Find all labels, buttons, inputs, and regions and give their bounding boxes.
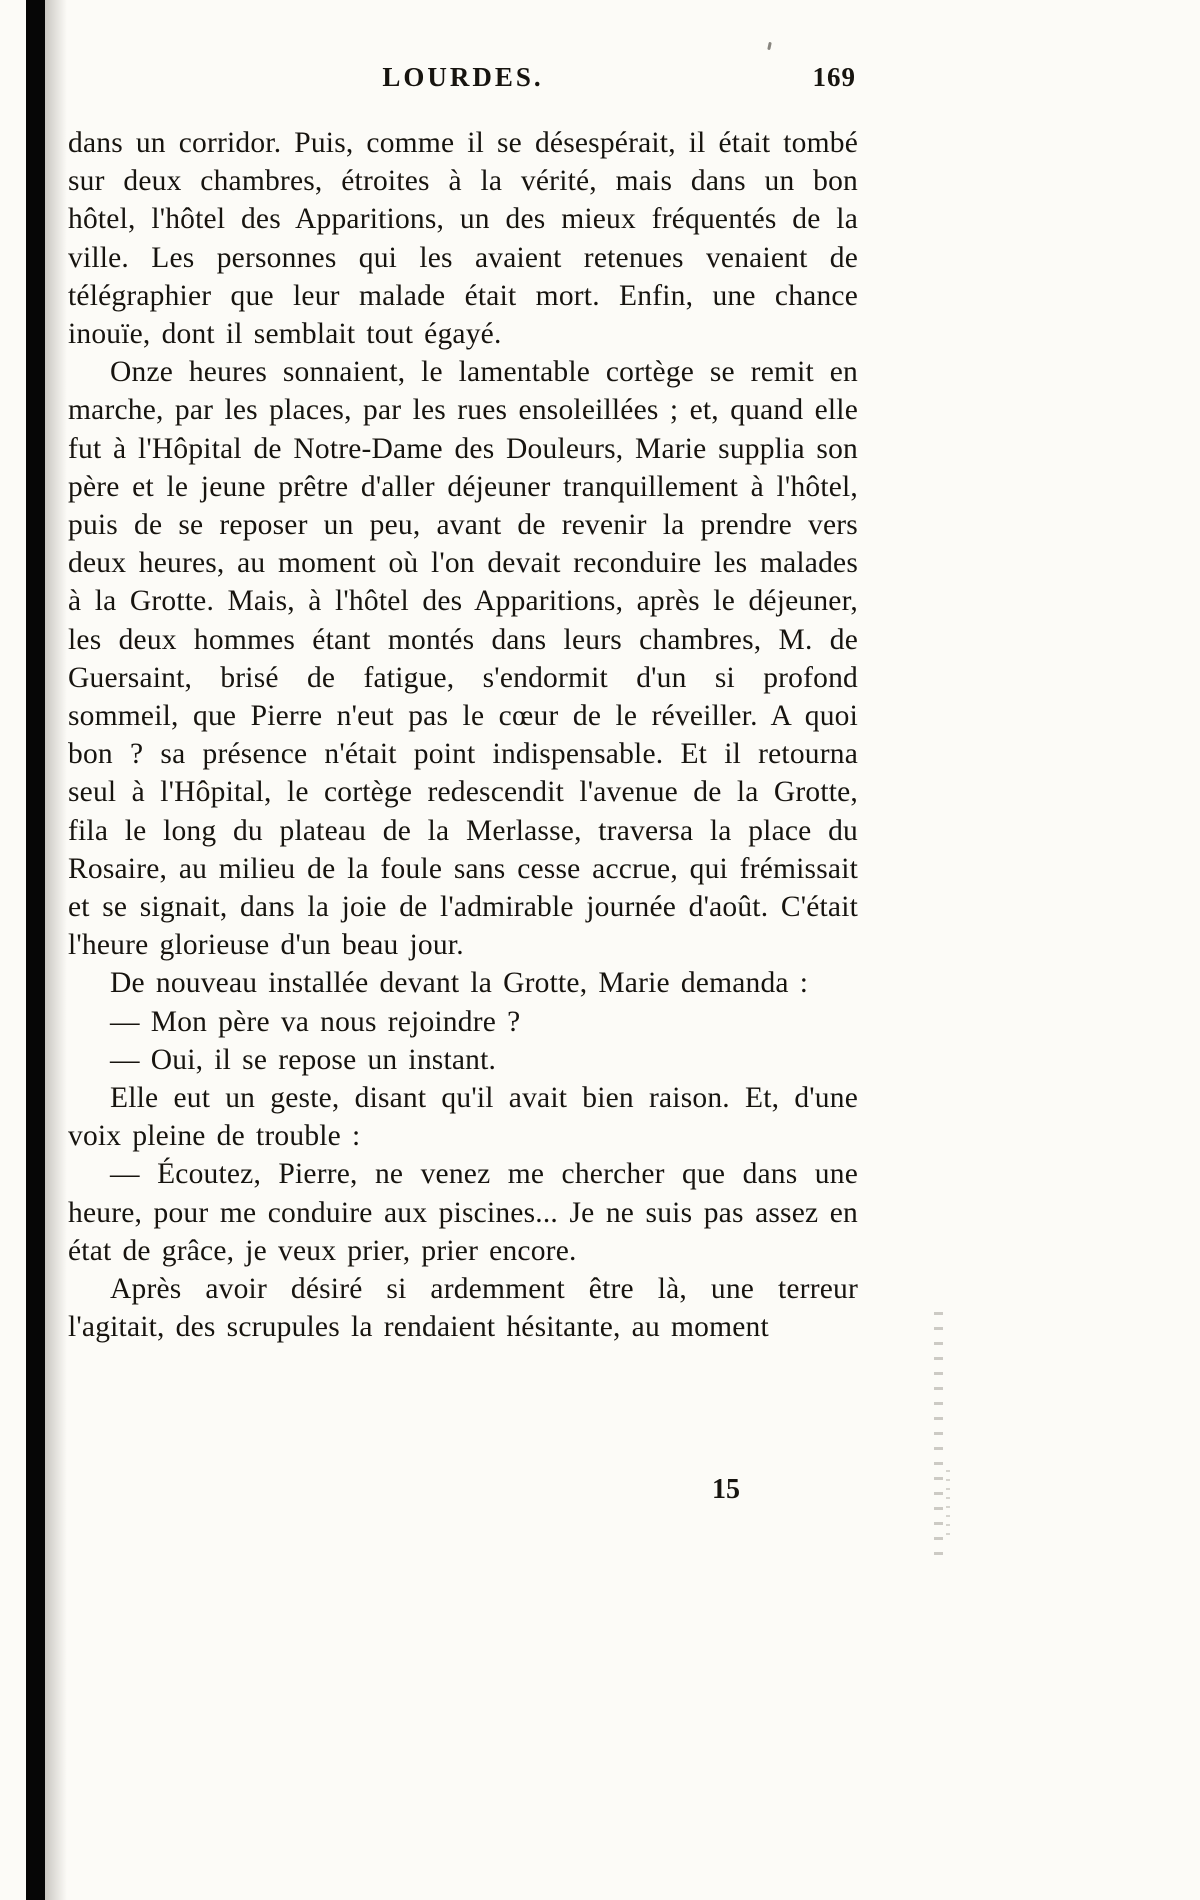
signature-mark: 15 [712,1474,740,1505]
scan-noise-speck [767,42,772,50]
paragraph-narrative: Après avoir désiré si ardemment être là, une terreur l'agitait, des scrupules la rendaient hésitante, au moment [68,1273,858,1344]
paragraph-narrative: De nouveau installée devant la Grotte, Marie demanda : [110,967,809,1000]
text-block [68,62,858,1347]
paragraph-dialogue: — Mon père va nous rejoindre ? [110,1005,521,1038]
paragraph-dialogue: — Écoutez, Pierre, ne venez me chercher que dans une heure, pour me conduire aux piscines... Je ne suis pas assez en état de grâce, je veux prier, prier encore. [68,1158,858,1267]
paragraph-continuation: dans un corridor. Puis, comme il se désespérait, il était tombé sur deux chambres, étroites à la vérité, mais dans un bon hôtel, l'hôtel des Apparitions, un des mieux fréquentés de la ville. Les personnes qui les avaient retenues venaient de télégraphier que leur malade était mort. Enfin, une chance inouïe, dont il semblait tout égayé. [68,127,858,351]
paragraph-narrative: Elle eut un geste, disant qu'il avait bien raison. Et, d'une voix pleine de trouble : [68,1082,858,1153]
margin-pencil-marks [934,1312,943,1557]
paragraph-dialogue: — Oui, il se repose un instant. [110,1043,497,1076]
page-number: 169 [812,62,856,92]
body-text [68,124,858,1347]
page-header [68,62,858,104]
margin-pencil-marks-secondary [946,1470,950,1540]
scan-gutter-shadow [45,0,67,1900]
paragraph-narrative: Onze heures sonnaient, le lamentable cortège se remit en marche, par les places, par les rues ensoleillées ; et, quand elle fut à l'Hôpital de Notre-Dame des Douleurs, Marie supplia son père et le jeune prêtre d'aller déjeuner tranquillement à l'hôtel, puis de se reposer un peu, avant de revenir la prendre vers deux heures, au moment où l'on devait reconduire les malades à la Grotte. Mais, à l'hôtel des Apparitions, après le déjeuner, les deux hommes étant montés dans leurs chambres, M. de Guersaint, brisé de fatigue, s'endormit d'un si profond sommeil, que Pierre n'eut pas le cœur de le réveiller. A quoi bon ? sa présence n'était point indispensable. Et il retourna seul à l'Hôpital, le cortège redescendit l'avenue de la Grotte, fila le long du plateau de la Merlasse, traversa la place du Rosaire, au milieu de la foule sans cesse accrue, qui frémissait et se signait, dans la joie de l'admirable journée d'août. C'était l'heure glorieuse d'un beau jour. [68,356,858,962]
scan-gutter-band [26,0,45,1900]
running-title: LOURDES. [382,62,544,92]
